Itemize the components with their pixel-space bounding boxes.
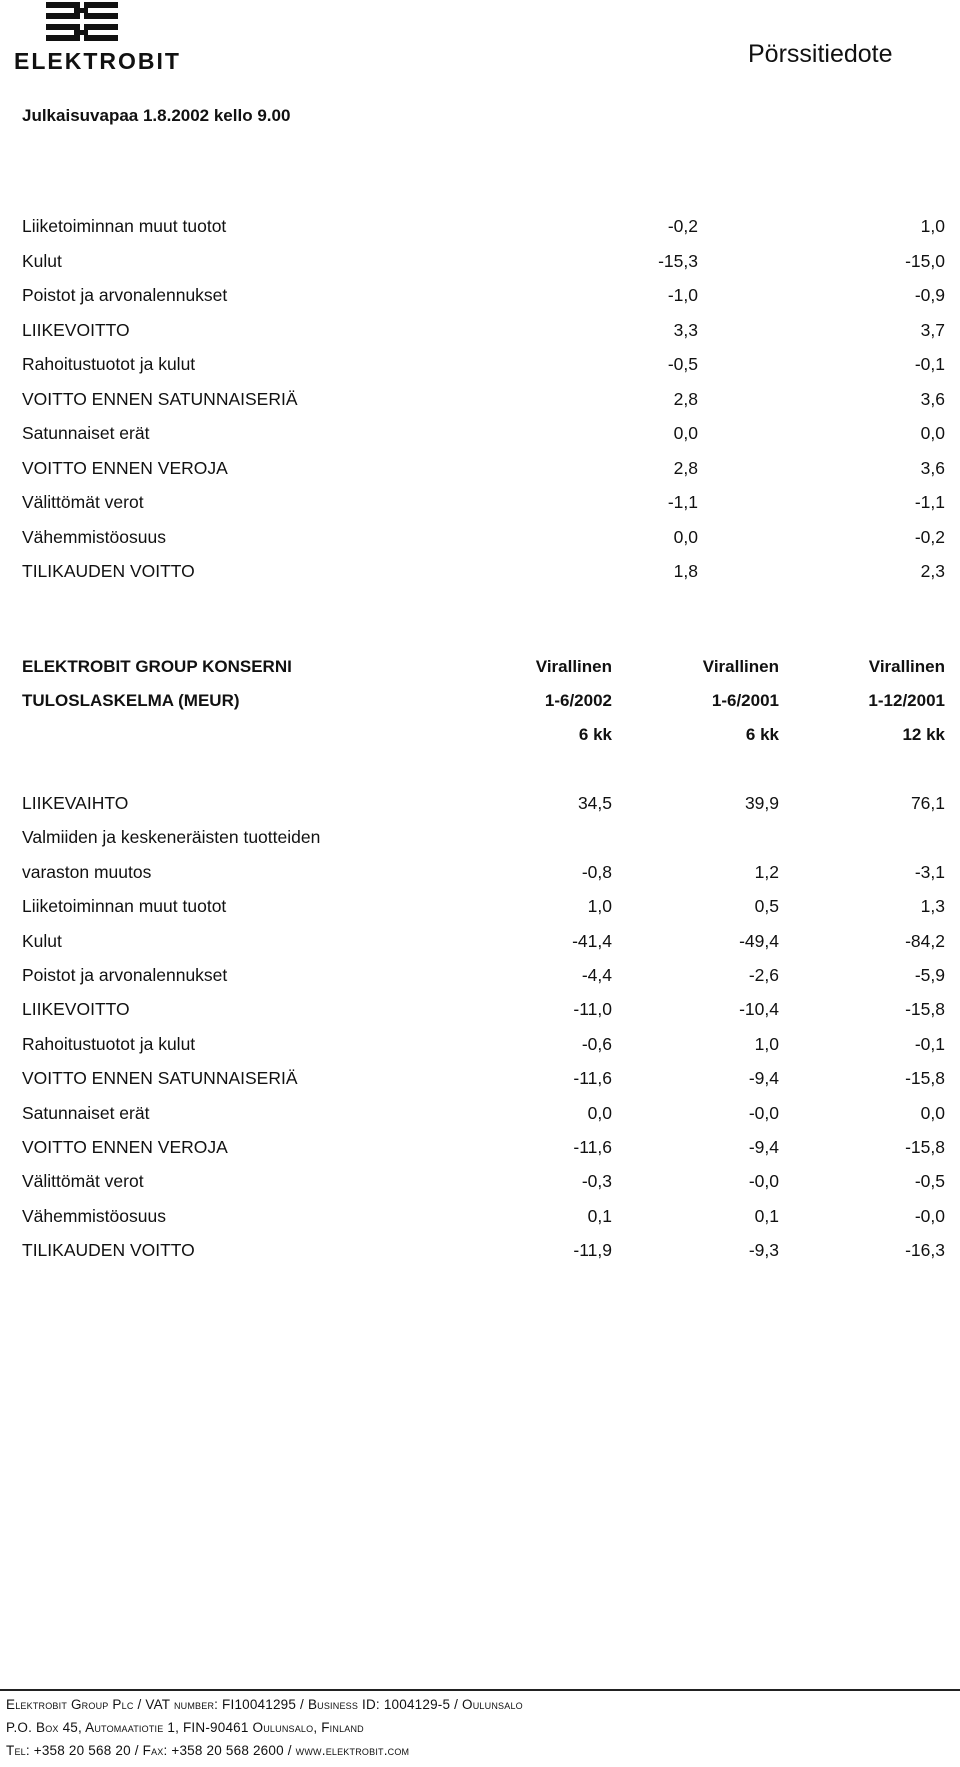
value-cell: 3,3: [673, 319, 698, 340]
value-cell: 1,0: [587, 896, 612, 917]
row-label: VOITTO ENNEN VEROJA: [22, 1137, 228, 1157]
value-cell: -0,3: [581, 1171, 612, 1192]
row-label: VOITTO ENNEN SATUNNAISERIÄ: [22, 388, 298, 409]
value-cell: 39,9: [744, 793, 779, 813]
row-label: Kulut: [22, 250, 62, 271]
row-label: LIIKEVOITTO: [22, 999, 130, 1020]
value-cell: -9,4: [748, 1068, 779, 1089]
value-cell: 0,0: [587, 1102, 612, 1123]
value-cell: -0,5: [667, 354, 698, 374]
value-cell: 34,5: [577, 793, 612, 813]
value-cell: 3,6: [920, 388, 945, 409]
row-label: Rahoitustuotot ja kulut: [22, 354, 196, 374]
value-cell: -0,6: [581, 1033, 612, 1054]
row-label: LIIKEVOITTO: [22, 319, 130, 340]
value-cell: 0,0: [673, 526, 698, 547]
company-footer: [6, 1693, 523, 1762]
column-header: 1-6/2001: [711, 691, 779, 710]
value-cell: -41,4: [572, 930, 612, 951]
value-cell: -16,3: [905, 1240, 945, 1261]
value-cell: -1,1: [914, 492, 945, 512]
value-cell: -0,0: [748, 1171, 779, 1192]
value-cell: 2,8: [673, 457, 698, 478]
row-label: Satunnaiset erät: [22, 423, 150, 443]
row-label: TILIKAUDEN VOITTO: [22, 561, 195, 581]
value-cell: -0,8: [581, 861, 612, 882]
footer-line-company: Elektrobit Group Plc / VAT number: FI10041295 / Business ID: 1004129-5 / Oulunsalo: [6, 1697, 523, 1712]
value-cell: -84,2: [905, 930, 945, 951]
row-label: Liiketoiminnan muut tuotot: [22, 216, 227, 236]
value-cell: -3,1: [914, 861, 945, 882]
value-cell: 76,1: [910, 793, 945, 813]
value-cell: 2,3: [920, 561, 945, 581]
footer-line-contact: Tel: +358 20 568 20 / Fax: +358 20 568 2600 / www.elektrobit.com: [6, 1743, 410, 1758]
value-cell: -49,4: [739, 930, 779, 951]
row-label: Vähemmistöosuus: [22, 526, 166, 547]
row-label: Valmiiden ja keskeneräisten tuotteiden: [22, 827, 321, 848]
row-label: Poistot ja arvonalennukset: [22, 965, 228, 985]
row-label: LIIKEVAIHTO: [22, 793, 129, 813]
column-header: 1-12/2001: [868, 691, 945, 710]
value-cell: -9,3: [748, 1240, 779, 1261]
footer-divider: [0, 1689, 960, 1691]
footer-line-address: P.O. Box 45, Automaatiotie 1, FIN-90461 Oulunsalo, Finland: [6, 1720, 364, 1735]
header-label: TULOSLASKELMA (MEUR): [22, 691, 240, 710]
column-header: Virallinen: [535, 657, 612, 676]
value-cell: -11,0: [573, 999, 612, 1020]
row-label: varaston muutos: [22, 861, 152, 882]
value-cell: 0,1: [754, 1205, 779, 1226]
value-cell: 1,0: [920, 216, 945, 236]
value-cell: -15,0: [905, 250, 945, 271]
value-cell: 0,1: [587, 1205, 612, 1226]
document-type: Pörssitiedote: [748, 40, 893, 68]
value-cell: -11,6: [573, 1137, 612, 1157]
value-cell: -11,9: [573, 1240, 612, 1261]
value-cell: -15,8: [905, 1137, 945, 1157]
value-cell: -0,9: [914, 285, 945, 305]
column-header: 6 kk: [578, 725, 612, 744]
value-cell: 0,0: [920, 1102, 945, 1123]
value-cell: 3,6: [920, 457, 945, 478]
row-label: Poistot ja arvonalennukset: [22, 285, 228, 305]
row-label: VOITTO ENNEN VEROJA: [22, 457, 228, 478]
column-header: Virallinen: [702, 657, 779, 676]
value-cell: -1,1: [667, 492, 698, 512]
row-label: Vähemmistöosuus: [22, 1205, 166, 1226]
value-cell: -0,0: [748, 1102, 779, 1123]
header-label: ELEKTROBIT GROUP KONSERNI: [22, 657, 292, 676]
value-cell: -11,6: [573, 1068, 612, 1089]
release-time: Julkaisuvapaa 1.8.2002 kello 9.00: [22, 106, 291, 125]
value-cell: 0,0: [673, 423, 698, 443]
row-label: TILIKAUDEN VOITTO: [22, 1240, 195, 1261]
value-cell: -1,0: [667, 285, 698, 305]
value-cell: 0,5: [754, 896, 779, 917]
value-cell: 1,2: [754, 861, 779, 882]
row-label: VOITTO ENNEN SATUNNAISERIÄ: [22, 1068, 298, 1089]
value-cell: 1,0: [754, 1033, 779, 1054]
value-cell: -15,8: [905, 999, 945, 1020]
row-label: Välittömät verot: [22, 1171, 144, 1192]
row-label: Välittömät verot: [22, 492, 144, 512]
value-cell: 2,8: [673, 388, 698, 409]
column-header: 1-6/2002: [544, 691, 612, 710]
value-cell: -2,6: [748, 965, 779, 985]
value-cell: -0,1: [914, 1033, 945, 1054]
value-cell: 1,3: [920, 896, 945, 917]
value-cell: -0,1: [914, 354, 945, 374]
value-cell: -4,4: [581, 965, 612, 985]
value-cell: -0,2: [914, 526, 945, 547]
row-label: Rahoitustuotot ja kulut: [22, 1033, 196, 1054]
value-cell: -10,4: [739, 999, 779, 1020]
value-cell: 1,8: [673, 561, 698, 581]
value-cell: -0,0: [914, 1205, 945, 1226]
value-cell: 3,7: [920, 319, 945, 340]
value-cell: -15,8: [905, 1068, 945, 1089]
value-cell: 0,0: [920, 423, 945, 443]
row-label: Kulut: [22, 930, 62, 951]
logo-wordmark: ELEKTROBIT: [14, 48, 181, 74]
row-label: Liiketoiminnan muut tuotot: [22, 896, 227, 917]
row-label: Satunnaiset erät: [22, 1102, 150, 1123]
value-cell: -9,4: [748, 1137, 779, 1157]
value-cell: -15,3: [658, 250, 698, 271]
value-cell: -0,2: [667, 216, 698, 236]
value-cell: -0,5: [914, 1171, 945, 1192]
value-cell: -5,9: [914, 965, 945, 985]
column-header: 12 kk: [902, 725, 945, 744]
column-header: 6 kk: [745, 725, 779, 744]
column-header: Virallinen: [868, 657, 945, 676]
